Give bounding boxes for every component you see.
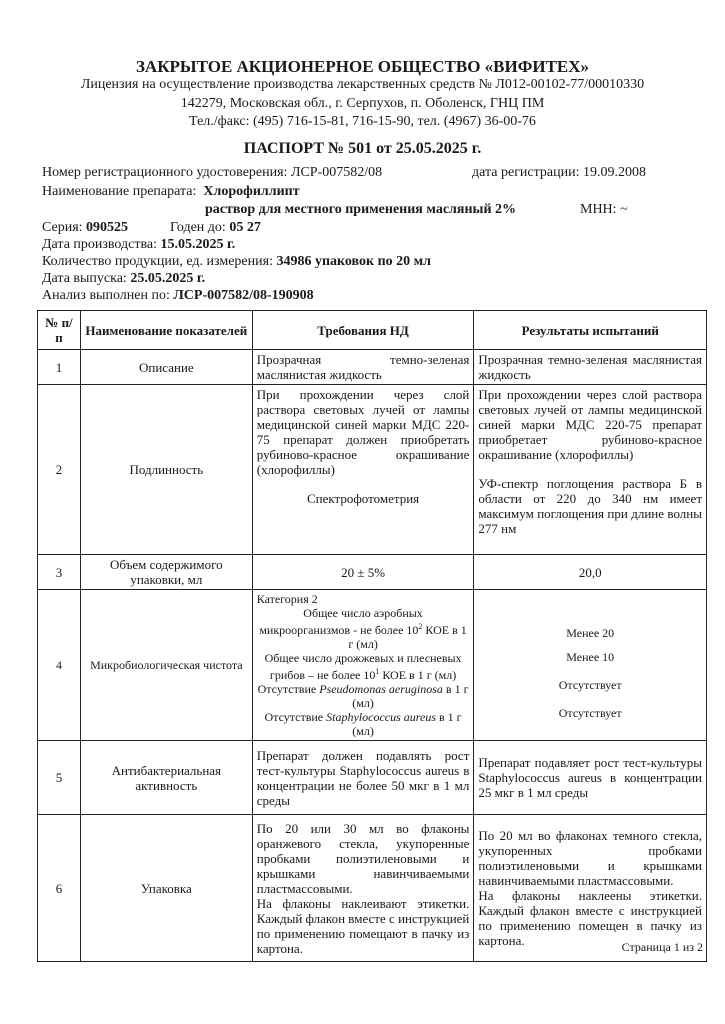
reg-number: Номер регистрационного удостоверения: ЛСР-007582/08: [42, 165, 383, 180]
row-number: 5: [38, 741, 81, 815]
row-name: Микробиологическая чистота: [80, 590, 252, 741]
passport-title: ПАСПОРТ № 501 от 25.05.2025 г.: [243, 140, 482, 157]
row-requirement: По 20 или 30 мл во флаконы оранжевого стекла, укупоренные пробками полиэтиленовыми и крышками навинчиваемыми пластмассовыми. На флаконы наклеивают этикетки. Каждый флакон вместе с инструкцией по применению помещают в пачку из картона.: [252, 815, 474, 962]
row-result: Препарат подавляет рост тест-культуры Staphylococcus aureus в концентрации 25 мкг в 1 мл среды: [474, 741, 707, 815]
table-row: [38, 815, 707, 962]
row-name: Объем содержимого упаковки, мл: [80, 555, 252, 590]
table-row: [38, 385, 707, 555]
row-number: 3: [38, 555, 81, 590]
expiry: Годен до: 05 27: [170, 220, 261, 235]
drug-form: раствор для местного применения масляный 2%: [205, 202, 517, 217]
row-requirement: 20 ± 5%: [252, 555, 474, 590]
row-result: Менее 20 Менее 10 Отсутствует Отсутствует: [474, 590, 707, 741]
table-row: [38, 741, 707, 815]
row-number: 2: [38, 385, 81, 555]
row-result: При прохождении через слой раствора световых лучей от лампы медицинской синей марки МДС 220-75 препарат приобретает рубиново-красное окрашивание (хлорофиллы) УФ-спектр поглощения раствора Б в области от 220 до 340 нм имеет максимум поглощения при длине волны 277 нм: [474, 385, 707, 555]
reg-date: дата регистрации: 19.09.2008: [472, 165, 647, 180]
page-number: Страница 1 из 2: [621, 940, 703, 954]
license: Лицензия на осуществление производства лекарственных средств № Л012-00102-77/00010330: [80, 77, 645, 92]
table-row: [38, 350, 707, 385]
row-requirement: Категория 2 Общее число аэробных микроорганизмов - не более $10^2$ КОЕ в 1 г (мл) Общее число дрожжевых и плесневых грибов – не более $10^1$ КОЕ в 1 г (мл) Отсутствие Pseudomonas aeruginosa в 1 г (мл) Отсутствие Staphylococcus aureus в 1 г (мл): [252, 590, 474, 741]
row-result: Прозрачная темно-зеленая маслянистая жидкость: [474, 350, 707, 385]
row-result: По 20 мл во флаконах темного стекла, укупоренных пробками полиэтиленовыми и крышками навинчиваемыми пластмассовыми. На флаконы наклеены этикетки. Каждый флакон вместе с инструкцией по применению помещен в пачку из картона.: [474, 815, 707, 962]
row-number: 1: [38, 350, 81, 385]
row-name: Описание: [80, 350, 252, 385]
results-table: [37, 310, 707, 962]
table-header-row: [38, 311, 707, 350]
row-number: 4: [38, 590, 81, 741]
company-name: ЗАКРЫТОЕ АКЦИОНЕРНОЕ ОБЩЕСТВО «ВИФИТЕХ»: [135, 57, 590, 76]
row-requirement: При прохождении через слой раствора световых лучей от лампы медицинской синей марки МДС 220-75 препарат должен приобретать рубиново-красное окрашивание (хлорофиллы) Спектрофотометрия: [252, 385, 474, 555]
quantity: Количество продукции, ед. измерения: 34986 упаковок по 20 мл: [42, 254, 432, 269]
row-name: Подлинность: [80, 385, 252, 555]
row-result: 20,0: [474, 555, 707, 590]
header-name: Наименование показателей: [80, 311, 252, 350]
header-requirements: Требования НД: [252, 311, 474, 350]
header-results: Результаты испытаний: [474, 311, 707, 350]
release-date: Дата выпуска: 25.05.2025 г.: [42, 271, 206, 286]
row-requirement: Прозрачная темно-зеленая маслянистая жидкость: [252, 350, 474, 385]
header-number: № п/п: [38, 311, 81, 350]
analysis: Анализ выполнен по: ЛСР-007582/08-190908: [42, 288, 314, 303]
address: 142279, Московская обл., г. Серпухов, п. Оболенск, ГНЦ ПМ: [180, 96, 545, 111]
row-name: Упаковка: [80, 815, 252, 962]
production-date: Дата производства: 15.05.2025 г.: [42, 237, 236, 252]
inn: МНН: ~: [580, 202, 628, 217]
drug-name: Наименование препарата: Хлорофиллипт: [42, 184, 300, 199]
series: Серия: 090525: [42, 220, 129, 235]
table-row: [38, 590, 707, 741]
table-row: [38, 555, 707, 590]
row-name: Антибактериальная активность: [80, 741, 252, 815]
phones: Тел./факс: (495) 716-15-81, 716-15-90, тел. (4967) 36-00-76: [189, 114, 536, 129]
row-requirement: Препарат должен подавлять рост тест-культуры Staphylococcus aureus в концентрации не более 50 мкг в 1 мл среды: [252, 741, 474, 815]
row-number: 6: [38, 815, 81, 962]
